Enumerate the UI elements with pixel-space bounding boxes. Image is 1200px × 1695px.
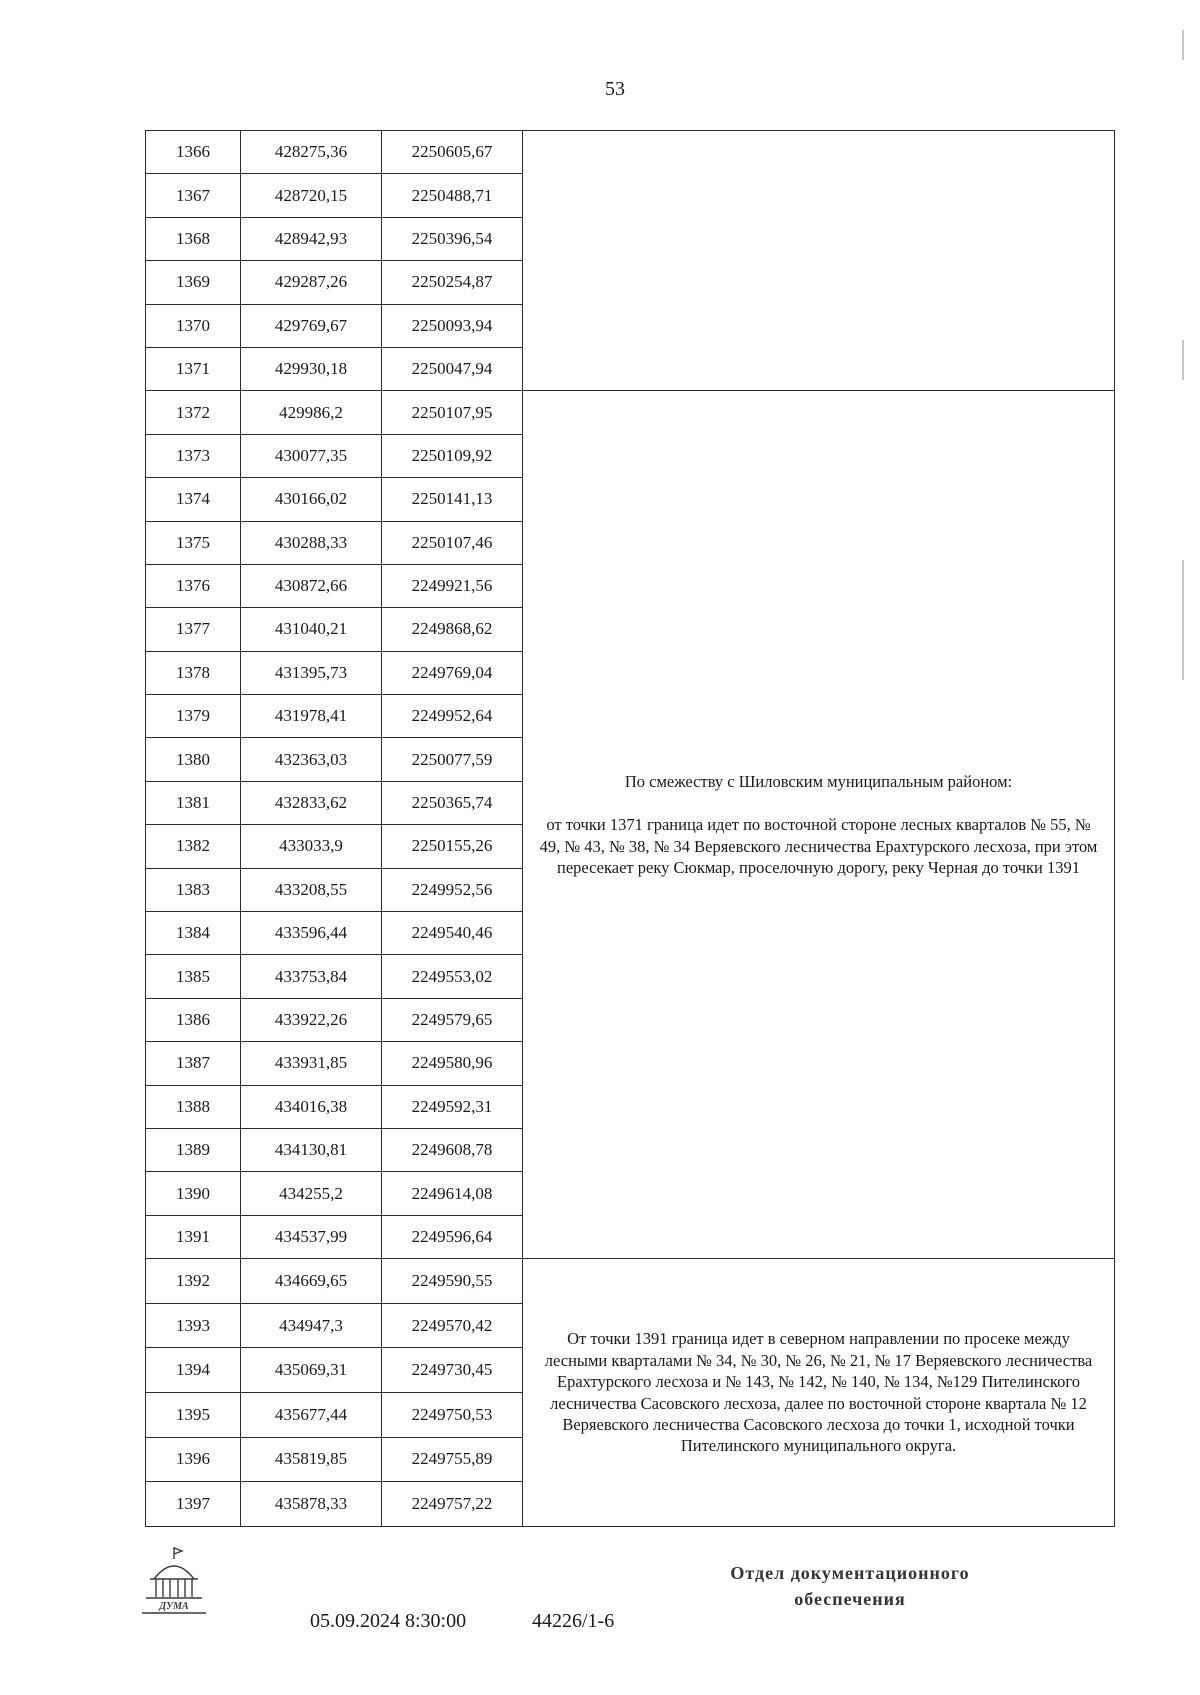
x-coordinate-cell: 431978,41	[241, 695, 382, 738]
x-coordinate-cell: 433033,9	[241, 825, 382, 868]
point-number-cell: 1372	[146, 391, 241, 434]
y-coordinate-cell: 2250254,87	[382, 261, 523, 304]
x-coordinate-cell: 428275,36	[241, 131, 382, 174]
y-coordinate-cell: 2249952,64	[382, 695, 523, 738]
point-number-cell: 1386	[146, 998, 241, 1041]
y-coordinate-cell: 2249570,42	[382, 1303, 523, 1348]
scan-edge-mark	[1182, 560, 1184, 680]
x-coordinate-cell: 434255,2	[241, 1172, 382, 1215]
y-coordinate-cell: 2249769,04	[382, 651, 523, 694]
x-coordinate-cell: 431395,73	[241, 651, 382, 694]
y-coordinate-cell: 2249952,56	[382, 868, 523, 911]
y-coordinate-cell: 2250141,13	[382, 478, 523, 521]
y-coordinate-cell: 2249592,31	[382, 1085, 523, 1128]
point-number-cell: 1388	[146, 1085, 241, 1128]
point-number-cell: 1392	[146, 1259, 241, 1304]
point-number-cell: 1390	[146, 1172, 241, 1215]
x-coordinate-cell: 433208,55	[241, 868, 382, 911]
boundary-description-second	[523, 391, 1115, 1259]
boundary-description-first	[523, 131, 1115, 391]
y-coordinate-cell: 2250605,67	[382, 131, 523, 174]
y-coordinate-cell: 2249921,56	[382, 564, 523, 607]
point-number-cell: 1397	[146, 1482, 241, 1527]
point-number-cell: 1394	[146, 1348, 241, 1393]
x-coordinate-cell: 434537,99	[241, 1215, 382, 1258]
point-number-cell: 1368	[146, 217, 241, 260]
y-coordinate-cell: 2250093,94	[382, 304, 523, 347]
x-coordinate-cell: 428942,93	[241, 217, 382, 260]
y-coordinate-cell: 2250155,26	[382, 825, 523, 868]
point-number-cell: 1382	[146, 825, 241, 868]
y-coordinate-cell: 2250107,95	[382, 391, 523, 434]
table-row	[146, 131, 1115, 174]
point-number-cell: 1380	[146, 738, 241, 781]
point-number-cell: 1395	[146, 1392, 241, 1437]
point-number-cell: 1374	[146, 478, 241, 521]
x-coordinate-cell: 435819,85	[241, 1437, 382, 1482]
point-number-cell: 1367	[146, 174, 241, 217]
y-coordinate-cell: 2249757,22	[382, 1482, 523, 1527]
point-number-cell: 1373	[146, 434, 241, 477]
y-coordinate-cell: 2249730,45	[382, 1348, 523, 1393]
table-row	[146, 391, 1115, 434]
logo-text: ДУМА	[159, 1601, 189, 1612]
page-number: 53	[605, 78, 625, 100]
scan-edge-mark	[1182, 30, 1184, 60]
point-number-cell: 1375	[146, 521, 241, 564]
x-coordinate-cell: 429930,18	[241, 347, 382, 390]
x-coordinate-cell: 430288,33	[241, 521, 382, 564]
y-coordinate-cell: 2249755,89	[382, 1437, 523, 1482]
y-coordinate-cell: 2249579,65	[382, 998, 523, 1041]
point-number-cell: 1376	[146, 564, 241, 607]
y-coordinate-cell: 2249868,62	[382, 608, 523, 651]
x-coordinate-cell: 430166,02	[241, 478, 382, 521]
point-number-cell: 1385	[146, 955, 241, 998]
point-number-cell: 1377	[146, 608, 241, 651]
description-heading: По смежеству с Шиловским муниципальным районом:	[624, 771, 1013, 791]
x-coordinate-cell: 429986,2	[241, 391, 382, 434]
y-coordinate-cell: 2250488,71	[382, 174, 523, 217]
y-coordinate-cell: 2250107,46	[382, 521, 523, 564]
y-coordinate-cell: 2249540,46	[382, 912, 523, 955]
y-coordinate-cell: 2250077,59	[382, 738, 523, 781]
document-number: 44226/1-6	[532, 1610, 615, 1632]
x-coordinate-cell: 433753,84	[241, 955, 382, 998]
point-number-cell: 1387	[146, 1042, 241, 1085]
point-number-cell: 1366	[146, 131, 241, 174]
x-coordinate-cell: 435677,44	[241, 1392, 382, 1437]
point-number-cell: 1378	[146, 651, 241, 694]
x-coordinate-cell: 434016,38	[241, 1085, 382, 1128]
point-number-cell: 1381	[146, 781, 241, 824]
table-row	[146, 1259, 1115, 1304]
point-number-cell: 1393	[146, 1303, 241, 1348]
y-coordinate-cell: 2249590,55	[382, 1259, 523, 1304]
department-stamp	[700, 1560, 1000, 1612]
department-line-2: обеспечения	[794, 1589, 906, 1610]
scan-edge-mark	[1182, 340, 1184, 380]
duma-logo-icon	[136, 1545, 212, 1617]
point-number-cell: 1369	[146, 261, 241, 304]
description-text: От точки 1391 граница идет в северном направлении по просеке между лесными кварталами № 34, № 30, № 26, № 21, № 17 Веряевского лесничества Ерахтурского лесхоза и № 143, № 142, № 140, № 134, №129 Пителинского лесничества Сасовского лесхоза, далее по восточной стороне квартала № 12 Веряевского лесничества Сасовского лесхоза до точки 1, исходной точки Пителинского муниципального округа.	[544, 1329, 1093, 1456]
description-gap	[537, 792, 1100, 814]
x-coordinate-cell: 431040,21	[241, 608, 382, 651]
y-coordinate-cell: 2250109,92	[382, 434, 523, 477]
y-coordinate-cell: 2249614,08	[382, 1172, 523, 1215]
boundary-coordinates-table	[145, 130, 1115, 1527]
y-coordinate-cell: 2250396,54	[382, 217, 523, 260]
point-number-cell: 1384	[146, 912, 241, 955]
point-number-cell: 1396	[146, 1437, 241, 1482]
point-number-cell: 1389	[146, 1128, 241, 1171]
y-coordinate-cell: 2250365,74	[382, 781, 523, 824]
x-coordinate-cell: 432833,62	[241, 781, 382, 824]
y-coordinate-cell: 2250047,94	[382, 347, 523, 390]
x-coordinate-cell: 430872,66	[241, 564, 382, 607]
y-coordinate-cell: 2249553,02	[382, 955, 523, 998]
x-coordinate-cell: 435069,31	[241, 1348, 382, 1393]
point-number-cell: 1370	[146, 304, 241, 347]
department-line-1: Отдел документационного	[730, 1563, 970, 1583]
document-date: 05.09.2024 8:30:00	[310, 1610, 467, 1632]
x-coordinate-cell: 428720,15	[241, 174, 382, 217]
x-coordinate-cell: 434669,65	[241, 1259, 382, 1304]
x-coordinate-cell: 429769,67	[241, 304, 382, 347]
y-coordinate-cell: 2249596,64	[382, 1215, 523, 1258]
y-coordinate-cell: 2249608,78	[382, 1128, 523, 1171]
x-coordinate-cell: 433931,85	[241, 1042, 382, 1085]
x-coordinate-cell: 433922,26	[241, 998, 382, 1041]
point-number-cell: 1371	[146, 347, 241, 390]
y-coordinate-cell: 2249750,53	[382, 1392, 523, 1437]
x-coordinate-cell: 434130,81	[241, 1128, 382, 1171]
x-coordinate-cell: 429287,26	[241, 261, 382, 304]
x-coordinate-cell: 433596,44	[241, 912, 382, 955]
point-number-cell: 1391	[146, 1215, 241, 1258]
y-coordinate-cell: 2249580,96	[382, 1042, 523, 1085]
x-coordinate-cell: 432363,03	[241, 738, 382, 781]
point-number-cell: 1383	[146, 868, 241, 911]
boundary-description-third	[523, 1259, 1115, 1527]
description-text: от точки 1371 граница идет по восточной стороне лесных кварталов № 55, № 49, № 43, № 38, № 34 Веряевского лесничества Ерахтурского лесхоза, при этом пересекает реку Сюкмар, проселочную дорогу, реку Черная до точки 1391	[539, 815, 1098, 878]
x-coordinate-cell: 434947,3	[241, 1303, 382, 1348]
x-coordinate-cell: 430077,35	[241, 434, 382, 477]
point-number-cell: 1379	[146, 695, 241, 738]
x-coordinate-cell: 435878,33	[241, 1482, 382, 1527]
